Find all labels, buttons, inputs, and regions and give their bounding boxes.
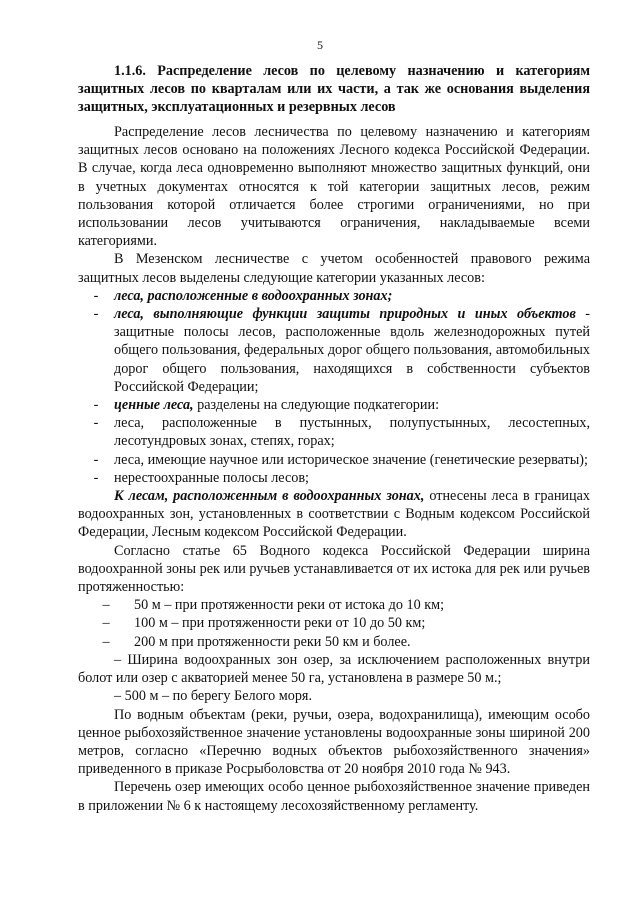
list-item-category-valuable [78,396,590,414]
section-heading: 1.1.6. Распределение лесов по целевому назначению и категориям защитных лесов по кварталам или их части, а так же основания выделения защитных, эксплуатационных и резервных лесов [78,63,590,116]
paragraph-mezen: В Мезенском лесничестве с учетом особенностей правового режима защитных лесов выделены следующие категории указанных лесов: [78,251,590,286]
paragraph-water-code: Согласно статье 65 Водного кодекса Российской Федерации ширина водоохранной зоны рек или ручьев устанавливается от их истока для рек или ручьев протяженностью: [78,542,590,596]
paragraph-distribution: Распределение лесов лесничества по целевому назначению и категориям защитных лесов основано на положениях Лесного кодекса Российской Федерации. В случае, когда леса одновременно выполняют множество защитных функций, они в учетных документах относятся к той категории защитных лесов, режим пользования которой отличается более строгими ограничениями, но при использовании лесов учитываются ограничения, накладываемые всеми категориями. [78,124,590,250]
category-valuable-text: разделены на следующие подкатегории: [193,397,440,414]
list-item-width-200 [78,633,590,651]
page-number: 5 [317,38,323,52]
list-item-width-50 [78,596,590,614]
list-dash: - [93,469,99,486]
width-200-text: 200 м при протяженности реки 50 км и более. [134,633,411,650]
category-valuable-label: ценные леса, [114,397,194,414]
paragraph-white-sea: – 500 м – по берегу Белого моря. [114,688,313,705]
list-item-width-100 [78,614,590,632]
width-100-text: 100 м – при протяженности реки от 10 до 50 км; [134,615,426,632]
list-dash: - [93,397,99,414]
width-50-text: 50 м – при протяженности реки от истока до 10 км; [134,597,445,614]
category-protection-text: - защитные полосы лесов, расположенные вдоль железнодорожных путей общего пользования, федеральных дорог общего пользования, автомобильных дорог общего пользования, находящихся в собственности субъектов Российской Федерации; [114,306,590,395]
document-body [78,123,590,815]
list-dash: - [93,306,99,323]
paragraph-fishery: По водным объектам (реки, ручьи, озера, водохранилища), имеющим особо ценное рыбохозяйственное значение установлены водоохранные зоны шириной 200 метров, согласно «Перечню водных объектов рыбохозяйственного значения» приведенного в приказе Росрыболовства от 20 ноября 2010 года № 943. [78,706,590,778]
list-item-category-protection [78,305,590,396]
list-item-category-water [78,287,590,305]
paragraph-lakes: – Ширина водоохранных зон озер, за исключением расположенных внутри болот или озер с акваторией менее 50 га, установлена в размере 50 м.; [78,651,590,687]
list-item-subcategory-spawning [78,469,590,487]
subcategory-deserts-text: леса, расположенные в пустынных, полупустынных, лесостепных, лесотундровых зонах, степях, горах; [114,415,590,450]
list-dash: – [102,633,110,650]
water-zones-lead: К лесам, расположенным в водоохранных зонах, [114,488,425,505]
list-dash: – [102,597,110,614]
list-item-subcategory-scientific [78,451,590,469]
subcategory-spawning-text: нерестоохранные полосы лесов; [114,469,309,486]
water-zones-text: отнесены леса в границах водоохранных зон, установленных в соответствии с Водным кодексом Российской Федерации, Лесным кодексом Российской Федерации. [78,488,590,541]
list-dash: - [93,451,99,468]
list-dash: - [93,415,99,432]
paragraph-water-zones [78,487,590,542]
list-dash: – [102,615,110,632]
category-protection-label: леса, выполняющие функции защиты природных и иных объектов [114,306,576,323]
list-item-subcategory-deserts [78,414,590,450]
subcategory-scientific-text: леса, имеющие научное или историческое значение (генетические резерваты); [114,451,588,468]
category-water-label: леса, расположенные в водоохранных зонах; [114,287,393,304]
paragraph-lakes-list: Перечень озер имеющих особо ценное рыбохозяйственное значение приведен в приложении № 6 к настоящему лесохозяйственному регламенту. [78,779,590,814]
list-dash: - [93,287,99,304]
